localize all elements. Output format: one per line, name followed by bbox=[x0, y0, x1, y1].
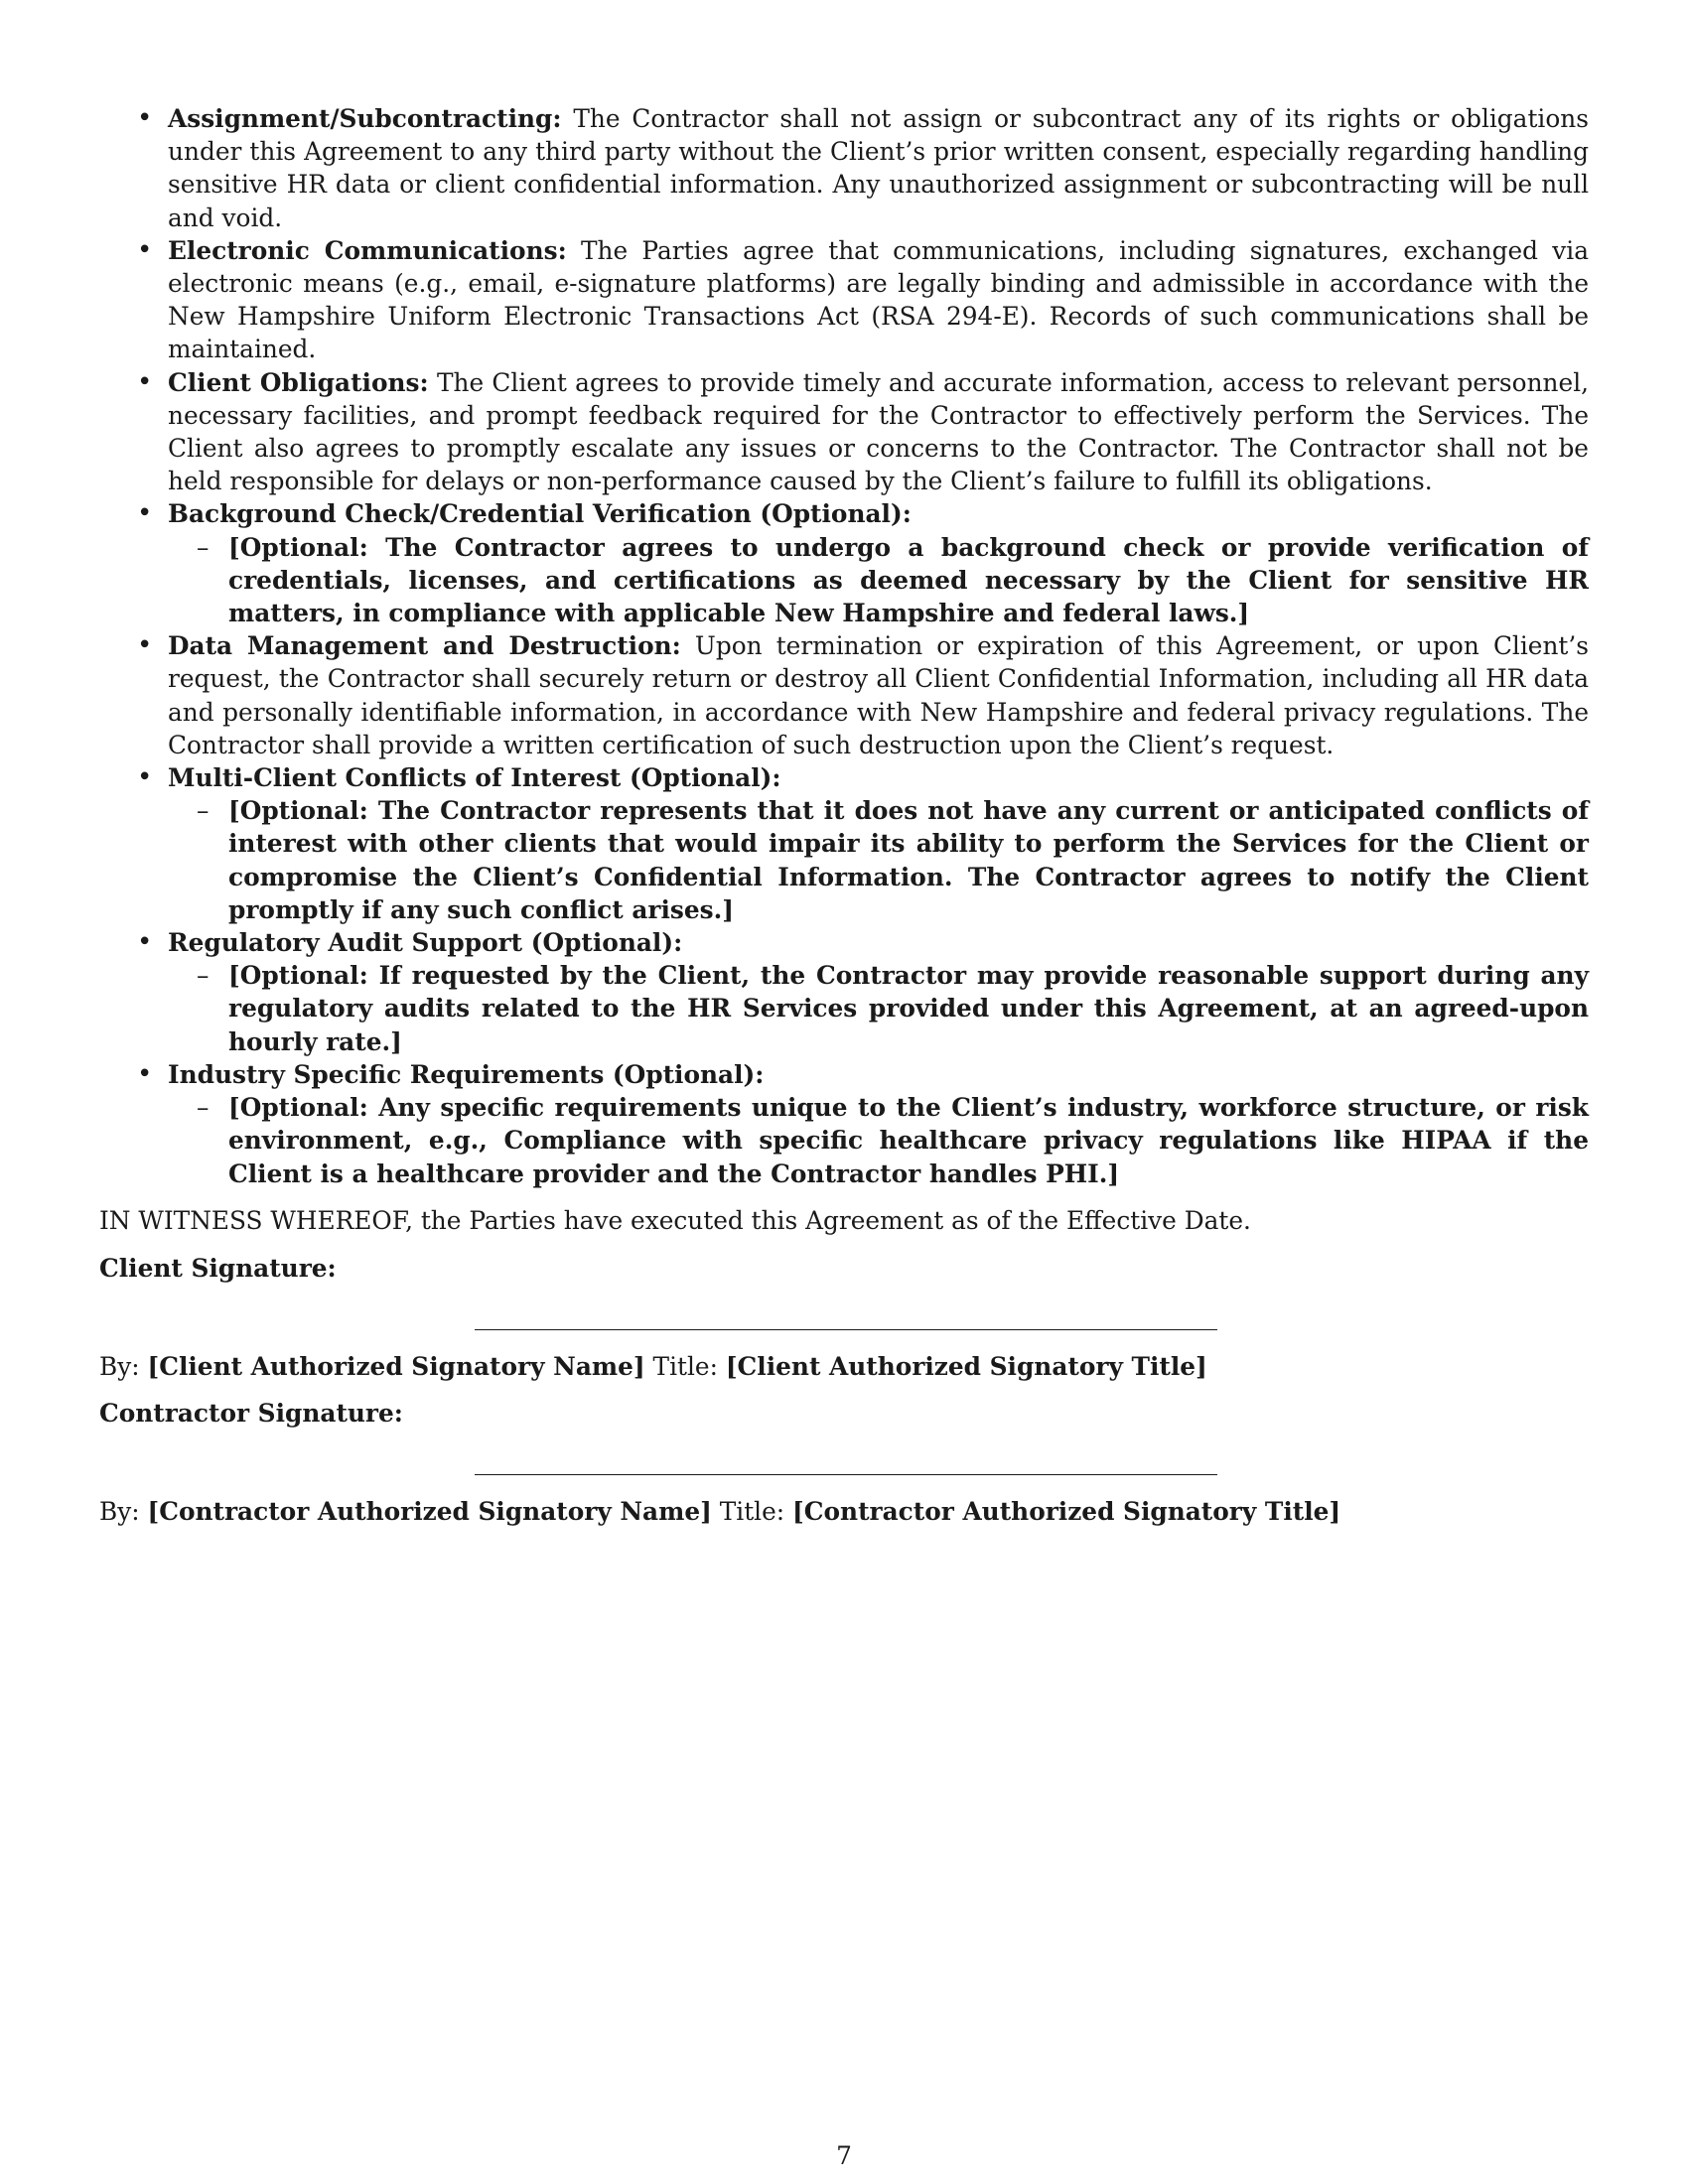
clause-client-obligations bbox=[99, 366, 1589, 498]
clause-heading: Regulatory Audit Support (Optional): bbox=[168, 928, 683, 958]
page-number: 7 bbox=[836, 2141, 852, 2170]
clause-text: The Parties agree that communications, including signatures, exchanged via electronic means (e.g., email, e-signature platforms) are legally binding and admissible in accordance with the New Hampshire Uniform Electronic Transactions Act (RSA 294-E). Records of such communications shall be maintained. bbox=[168, 235, 1589, 364]
client-signature-heading: Client Signature: bbox=[99, 1253, 337, 1283]
title-label: Title: bbox=[719, 1496, 785, 1526]
contractor-signatory-name: [Contractor Authorized Signatory Name] bbox=[147, 1496, 712, 1526]
optional-sublist bbox=[168, 794, 1589, 926]
clause-heading: Multi-Client Conflicts of Interest (Optional): bbox=[168, 763, 781, 793]
clause-heading: Data Management and Destruction: bbox=[168, 631, 681, 661]
by-label: By: bbox=[99, 1351, 140, 1381]
optional-sublist bbox=[168, 1091, 1589, 1190]
clause-list bbox=[99, 102, 1589, 1190]
clause-background-check bbox=[99, 497, 1589, 629]
contractor-signature-heading: Contractor Signature: bbox=[99, 1398, 403, 1428]
optional-text: – [Optional: The Contractor agrees to undergo a background check or provide verification of credentials, licenses, and certifications as deemed necessary by the Client for sensitive HR matters, in compliance with applicable New Hampshire and federal laws.] bbox=[168, 531, 1589, 630]
contractor-signatory-title: [Contractor Authorized Signatory Title] bbox=[792, 1496, 1341, 1526]
clause-electronic-communications bbox=[99, 234, 1589, 366]
optional-text: – [Optional: If requested by the Client, the Contractor may provide reasonable support during any regulatory audits related to the HR Services provided under this Agreement, at an agreed-upon hourly rate.] bbox=[168, 959, 1589, 1058]
by-label: By: bbox=[99, 1496, 140, 1526]
clause-text: Upon termination or expiration of this Agreement, or upon Client’s request, the Contractor shall securely return or destroy all Client Confidential Information, including all HR data and personally identifiable information, in accordance with New Hampshire and federal privacy regulations. The Contractor shall provide a written certification of such destruction upon the Client’s request. bbox=[168, 631, 1589, 759]
optional-sublist bbox=[168, 959, 1589, 1058]
clause-data-management bbox=[99, 629, 1589, 761]
clause-heading: Assignment/Subcontracting: bbox=[168, 104, 562, 133]
optional-sublist bbox=[168, 531, 1589, 630]
clause-text: The Contractor shall not assign or subcontract any of its rights or obligations under this Agreement to any third party without the Client’s prior written consent, especially regarding handling sensitive HR data or client confidential information. Any unauthorized assignment or subcontracting will be null and void. bbox=[168, 104, 1589, 232]
clause-assignment bbox=[99, 102, 1589, 234]
clause-heading: Background Check/Credential Verification (Optional): bbox=[168, 499, 912, 529]
contractor-signature-line[interactable] bbox=[475, 1429, 1217, 1475]
clause-heading: Electronic Communications: bbox=[168, 235, 567, 265]
clause-conflicts-of-interest bbox=[99, 761, 1589, 926]
clause-industry-requirements bbox=[99, 1058, 1589, 1190]
client-signature-line[interactable] bbox=[475, 1284, 1217, 1330]
document-body bbox=[99, 102, 1589, 1527]
title-label: Title: bbox=[652, 1351, 718, 1381]
clause-heading: Client Obligations: bbox=[168, 367, 429, 397]
client-signatory-title: [Client Authorized Signatory Title] bbox=[725, 1351, 1207, 1381]
client-signatory-line bbox=[99, 1352, 1589, 1382]
contractor-signatory-line bbox=[99, 1497, 1589, 1527]
clause-regulatory-audit bbox=[99, 926, 1589, 1058]
clause-heading: Industry Specific Requirements (Optional): bbox=[168, 1059, 765, 1089]
client-signatory-name: [Client Authorized Signatory Name] bbox=[147, 1351, 645, 1381]
witness-statement: IN WITNESS WHEREOF, the Parties have executed this Agreement as of the Effective Date. bbox=[99, 1205, 1251, 1235]
clause-text: The Client agrees to provide timely and accurate information, access to relevant personnel, necessary facilities, and prompt feedback required for the Contractor to effectively perform the Services. The Client also agrees to promptly escalate any issues or concerns to the Contractor. The Contractor shall not be held responsible for delays or non-performance caused by the Client’s failure to fulfill its obligations. bbox=[168, 367, 1590, 496]
optional-text: – [Optional: The Contractor represents that it does not have any current or anticipated conflicts of interest with other clients that would impair its ability to perform the Services for the Client or compromise the Client’s Confidential Information. The Contractor agrees to notify the Client promptly if any such conflict arises.] bbox=[168, 794, 1589, 926]
optional-text: – [Optional: Any specific requirements unique to the Client’s industry, workforce structure, or risk environment, e.g., Compliance with specific healthcare privacy regulations like HIPAA if the Client is a healthcare provider and the Contractor handles PHI.] bbox=[168, 1091, 1589, 1190]
